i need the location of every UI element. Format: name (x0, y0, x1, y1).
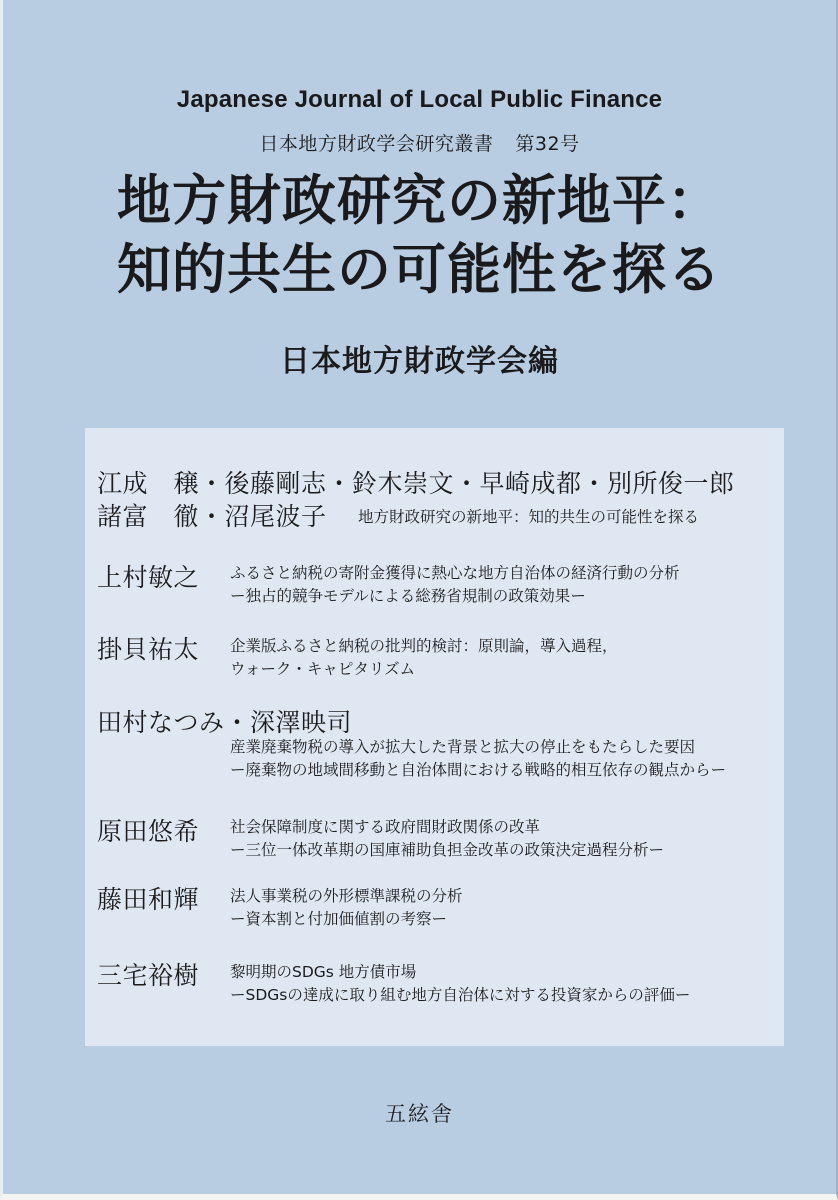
paper-title: ふるさと納税の寄附金獲得に熱心な地方自治体の経済行動の分析 (230, 564, 680, 582)
contents-entry-title (230, 961, 690, 1007)
paper-subtitle: ー資本割と付加価値割の考察ー (230, 910, 448, 928)
contents-entry-title (230, 816, 664, 862)
series-title-japanese (3, 129, 836, 156)
series-number: 第32号 (515, 133, 580, 155)
paper-subtitle: ーSDGsの達成に取り組む地方自治体に対する投資家からの評価ー (230, 986, 691, 1004)
contents-entry-authors: 掛貝祐太 (97, 635, 200, 664)
series-title-english: Japanese Journal of Local Public Finance (176, 86, 663, 113)
contents-entry-authors: 原田悠希 (97, 817, 200, 846)
editor-credit: 日本地方財政学会編 (280, 344, 559, 379)
contents-entry-title (358, 506, 699, 529)
book-title-line-1: 地方財政研究の新地平： (117, 169, 722, 232)
paper-title: 法人事業税の外形標準課税の分析 (230, 887, 463, 905)
contents-entry-authors: 諸富 徹・沼尾波子 (97, 502, 327, 531)
paper-title: 社会保障制度に関する政府間財政関係の改革 (230, 818, 541, 836)
contents-entry-authors: 藤田和輝 (97, 885, 200, 914)
contents-entry-authors: 三宅裕樹 (97, 961, 200, 990)
paper-subtitle: ウォーク・キャピタリズム (230, 660, 416, 678)
publisher-name: 五絃舎 (385, 1102, 454, 1126)
contents-entry-title (230, 562, 680, 608)
paper-subtitle: ー三位一体改革期の国庫補助負担金改革の政策決定過程分析ー (230, 841, 665, 859)
contents-entry-authors: 田村なつみ・深澤映司 (97, 708, 353, 737)
contents-entry-authors: 江成 穣・後藤剛志・鈴木崇文・早崎成都・別所俊一郎 (97, 469, 735, 498)
series-name: 日本地方財政学会研究叢書 (259, 133, 494, 155)
paper-subtitle: ー廃棄物の地域間移動と自治体間における戦略的相互依存の観点からー (230, 761, 727, 779)
paper-title: 黎明期のSDGs 地方債市場 (230, 963, 417, 981)
contents-entry-title (230, 635, 618, 681)
contents-entry-title (230, 885, 463, 931)
paper-subtitle: ー独占的競争モデルによる総務省規制の政策効果ー (230, 587, 586, 605)
paper-title: 産業廃棄物税の導入が拡大した背景と拡大の停止をもたらした要因 (230, 738, 696, 756)
contents-entry-title (230, 736, 726, 782)
paper-title: 地方財政研究の新地平：知的共生の可能性を探る (358, 508, 700, 526)
book-title-line-2: 知的共生の可能性を探る (117, 238, 722, 301)
table-of-contents (85, 428, 784, 1046)
contents-entry-authors: 上村敏之 (97, 563, 200, 592)
paper-title: 企業版ふるさと納税の批判的検討：原則論，導入過程， (230, 637, 618, 655)
